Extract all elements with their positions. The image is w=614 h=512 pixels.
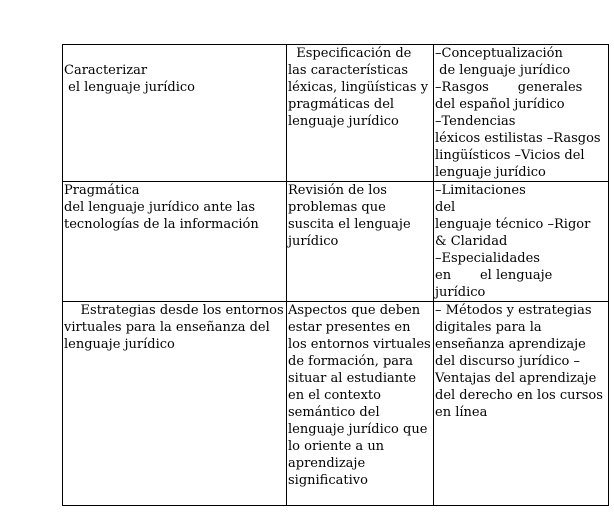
table-cell-contents: –Conceptualización de lenguaje jurídico –Rasgos generales del español jurídico –Tendencias léxicos estilistas –Rasgos lingüísticos –Vicios del lenguaje jurídico (434, 45, 609, 182)
content-table (62, 44, 609, 506)
table-cell-contents: – Métodos y estrategias digitales para la enseñanza aprendizaje del discurso jurídico – Ventajas del aprendizaje del derecho en los cursos en línea (434, 302, 609, 506)
table-cell-description: Revisión de los problemas que suscita el lenguaje jurídico (287, 182, 434, 302)
table-row (63, 45, 609, 182)
table-cell-description: Aspectos que deben estar presentes en los entornos virtuales de formación, para situar al estudiante en el contexto semántico del lenguaje jurídico que lo oriente a un aprendizaje significativo (287, 302, 434, 506)
table-cell-objective: Estrategias desde los entornos virtuales para la enseñanza del lenguaje jurídico (63, 302, 287, 506)
table-cell-contents: –Limitaciones del lenguaje técnico –Rigor & Claridad –Especialidades en el lenguaje jurídico (434, 182, 609, 302)
table-row (63, 302, 609, 506)
table-cell-description: Especificación de las características léxicas, lingüísticas y pragmáticas del lenguaje jurídico (287, 45, 434, 182)
table-row (63, 182, 609, 302)
table-cell-objective: Pragmática del lenguaje jurídico ante las tecnologías de la información (63, 182, 287, 302)
table-cell-objective: Caracterizar el lenguaje jurídico (63, 45, 287, 182)
